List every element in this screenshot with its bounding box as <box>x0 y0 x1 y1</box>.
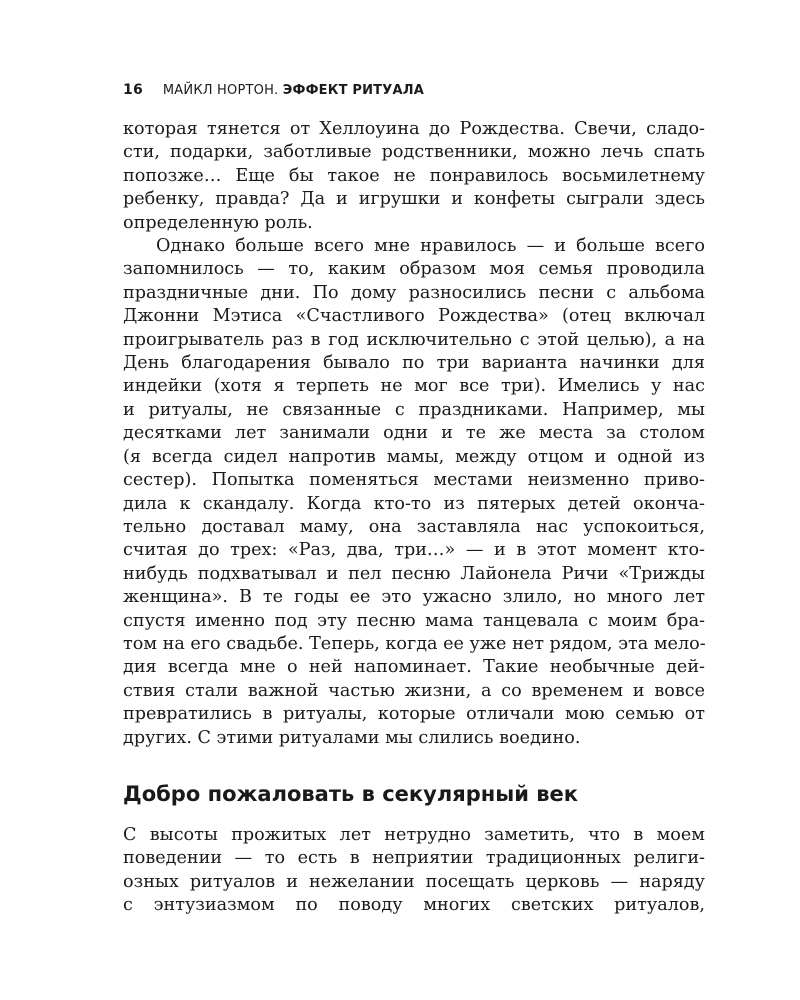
text-line: ребенку, правда? Да и игрушки и конфеты сыграли здесь <box>123 189 705 210</box>
text-line: День благодарения бывало по три варианта начинки для <box>123 353 705 374</box>
text-line: том на его свадьбе. Теперь, когда ее уже нет рядом, эта мело- <box>123 633 706 654</box>
text-line: ствия стали важной частью жизни, а со временем и вовсе <box>123 680 705 701</box>
text-line: считая до трех: «Раз, два, три…» — и в этот момент кто- <box>123 540 705 561</box>
text-line: индейки (хотя я терпеть не мог все три). Имелись у нас <box>123 376 705 397</box>
header-book-title: ЭФФЕКТ РИТУАЛА <box>282 83 424 98</box>
text-line: попозже… Еще бы такое не понравилось восьмилетнему <box>123 165 705 186</box>
text-line: сти, подарки, заботливые родственники, можно лечь спать <box>123 142 705 163</box>
text-line: нибудь подхватывал и пел песню Лайонела Ричи «Трижды <box>123 563 705 584</box>
text-line: женщина». В те годы ее это ужасно злило, но много лет <box>123 587 705 608</box>
text-line: проигрыватель раз в год исключительно с этой целью), а на <box>123 329 705 350</box>
text-line: тельно доставал маму, она заставляла нас успокоиться, <box>123 516 705 537</box>
header-author: МАЙКЛ НОРТОН. <box>162 83 279 98</box>
text-line: озных ритуалов и нежелании посещать церковь — наряду <box>123 871 705 892</box>
section-paragraph <box>123 824 705 918</box>
text-line: превратились в ритуалы, которые отличали мою семью от <box>123 704 705 725</box>
text-line: С высоты прожитых лет нетрудно заметить, что в моем <box>123 825 705 845</box>
running-header <box>123 82 424 98</box>
text-line: дия всегда мне о ней напоминает. Такие необычные дей- <box>123 657 705 678</box>
text-line: дила к скандалу. Когда кто-то из пятерых детей оконча- <box>123 493 705 514</box>
text-line: поведении — то есть в неприятии традиционных религи- <box>123 848 705 869</box>
text-line: и ритуалы, не связанные с праздниками. Например, мы <box>123 399 705 420</box>
text-line: Однако больше всего мне нравилось — и больше всего <box>156 236 705 257</box>
text-line: праздничные дни. По дому разносились песни с альбома <box>123 282 705 303</box>
paragraph-continuation <box>123 118 705 750</box>
text-line: запомнилось — то, каким образом моя семья проводила <box>123 259 705 280</box>
page-number: 16 <box>123 82 143 98</box>
text-line: Джонни Мэтиса «Счастливого Рождества» (отец включал <box>123 306 705 327</box>
text-line: определенную роль. <box>123 212 313 233</box>
text-line: сестер). Попытка поменяться местами неизменно приво- <box>123 470 705 491</box>
text-line: других. С этими ритуалами мы слились воедино. <box>123 727 581 748</box>
text-line: с энтузиазмом по поводу многих светских ритуалов, <box>123 895 705 916</box>
text-line: десятками лет занимали одни и те же места за столом <box>123 423 705 444</box>
section-heading: Добро пожаловать в секулярный век <box>123 782 579 806</box>
text-line: (я всегда сидел напротив мамы, между отцом и одной из <box>123 446 705 467</box>
text-line: спустя именно под эту песню мама танцевала с моим бра- <box>123 610 705 631</box>
text-line: которая тянется от Хеллоуина до Рождества. Свечи, сладо- <box>123 119 705 139</box>
